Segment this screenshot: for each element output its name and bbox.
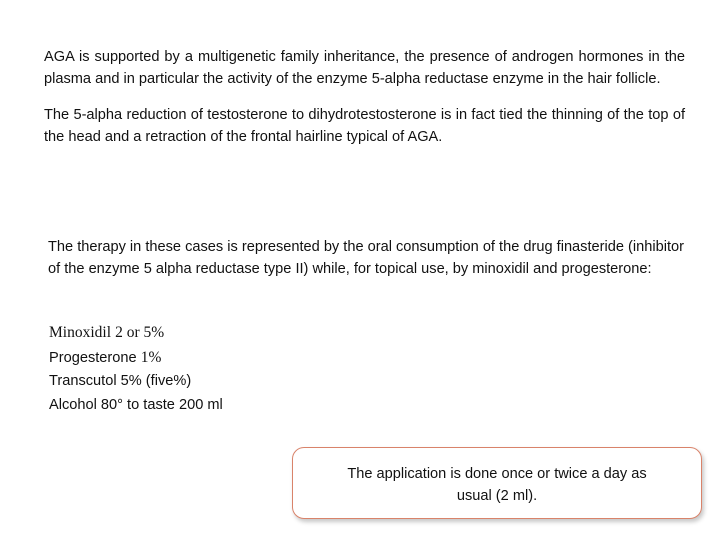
intro-text-block bbox=[44, 46, 685, 162]
progesterone-dose: 1% bbox=[140, 348, 162, 366]
therapy-text-block bbox=[48, 236, 698, 280]
minoxidil-dose: 2 or 5% bbox=[115, 324, 165, 341]
application-note-box bbox=[292, 447, 702, 519]
formula-line-transcutol: Transcutol 5% (five%) bbox=[49, 373, 192, 389]
formula-list bbox=[49, 321, 449, 417]
application-note-line-2: usual (2 ml). bbox=[456, 488, 538, 504]
minoxidil-name: Minoxidil bbox=[49, 324, 112, 341]
intro-paragraph-1: AGA is supported by a multigenetic family inheritance, the presence of androgen hormones in the plasma and in particular the activity of the enzyme 5-alpha reductase enzyme in the hair follicle. bbox=[44, 49, 685, 87]
intro-paragraph-2: The 5-alpha reduction of testosterone to dihydrotestosterone is in fact tied the thinning of the top of the head and a retraction of the frontal hairline typical of AGA. bbox=[44, 107, 685, 145]
formula-line-progesterone bbox=[49, 346, 449, 371]
therapy-paragraph: The therapy in these cases is represented by the oral consumption of the drug finasteride (inhibitor of the enzyme 5 alpha reductase type II) while, for topical use, by minoxidil and progesterone: bbox=[48, 239, 684, 277]
formula-line-minoxidil bbox=[49, 321, 449, 346]
application-note-line-1: The application is done once or twice a day as bbox=[347, 466, 647, 482]
progesterone-name: Progesterone bbox=[49, 349, 137, 366]
formula-line-alcohol: Alcohol 80° to taste 200 ml bbox=[49, 396, 223, 413]
